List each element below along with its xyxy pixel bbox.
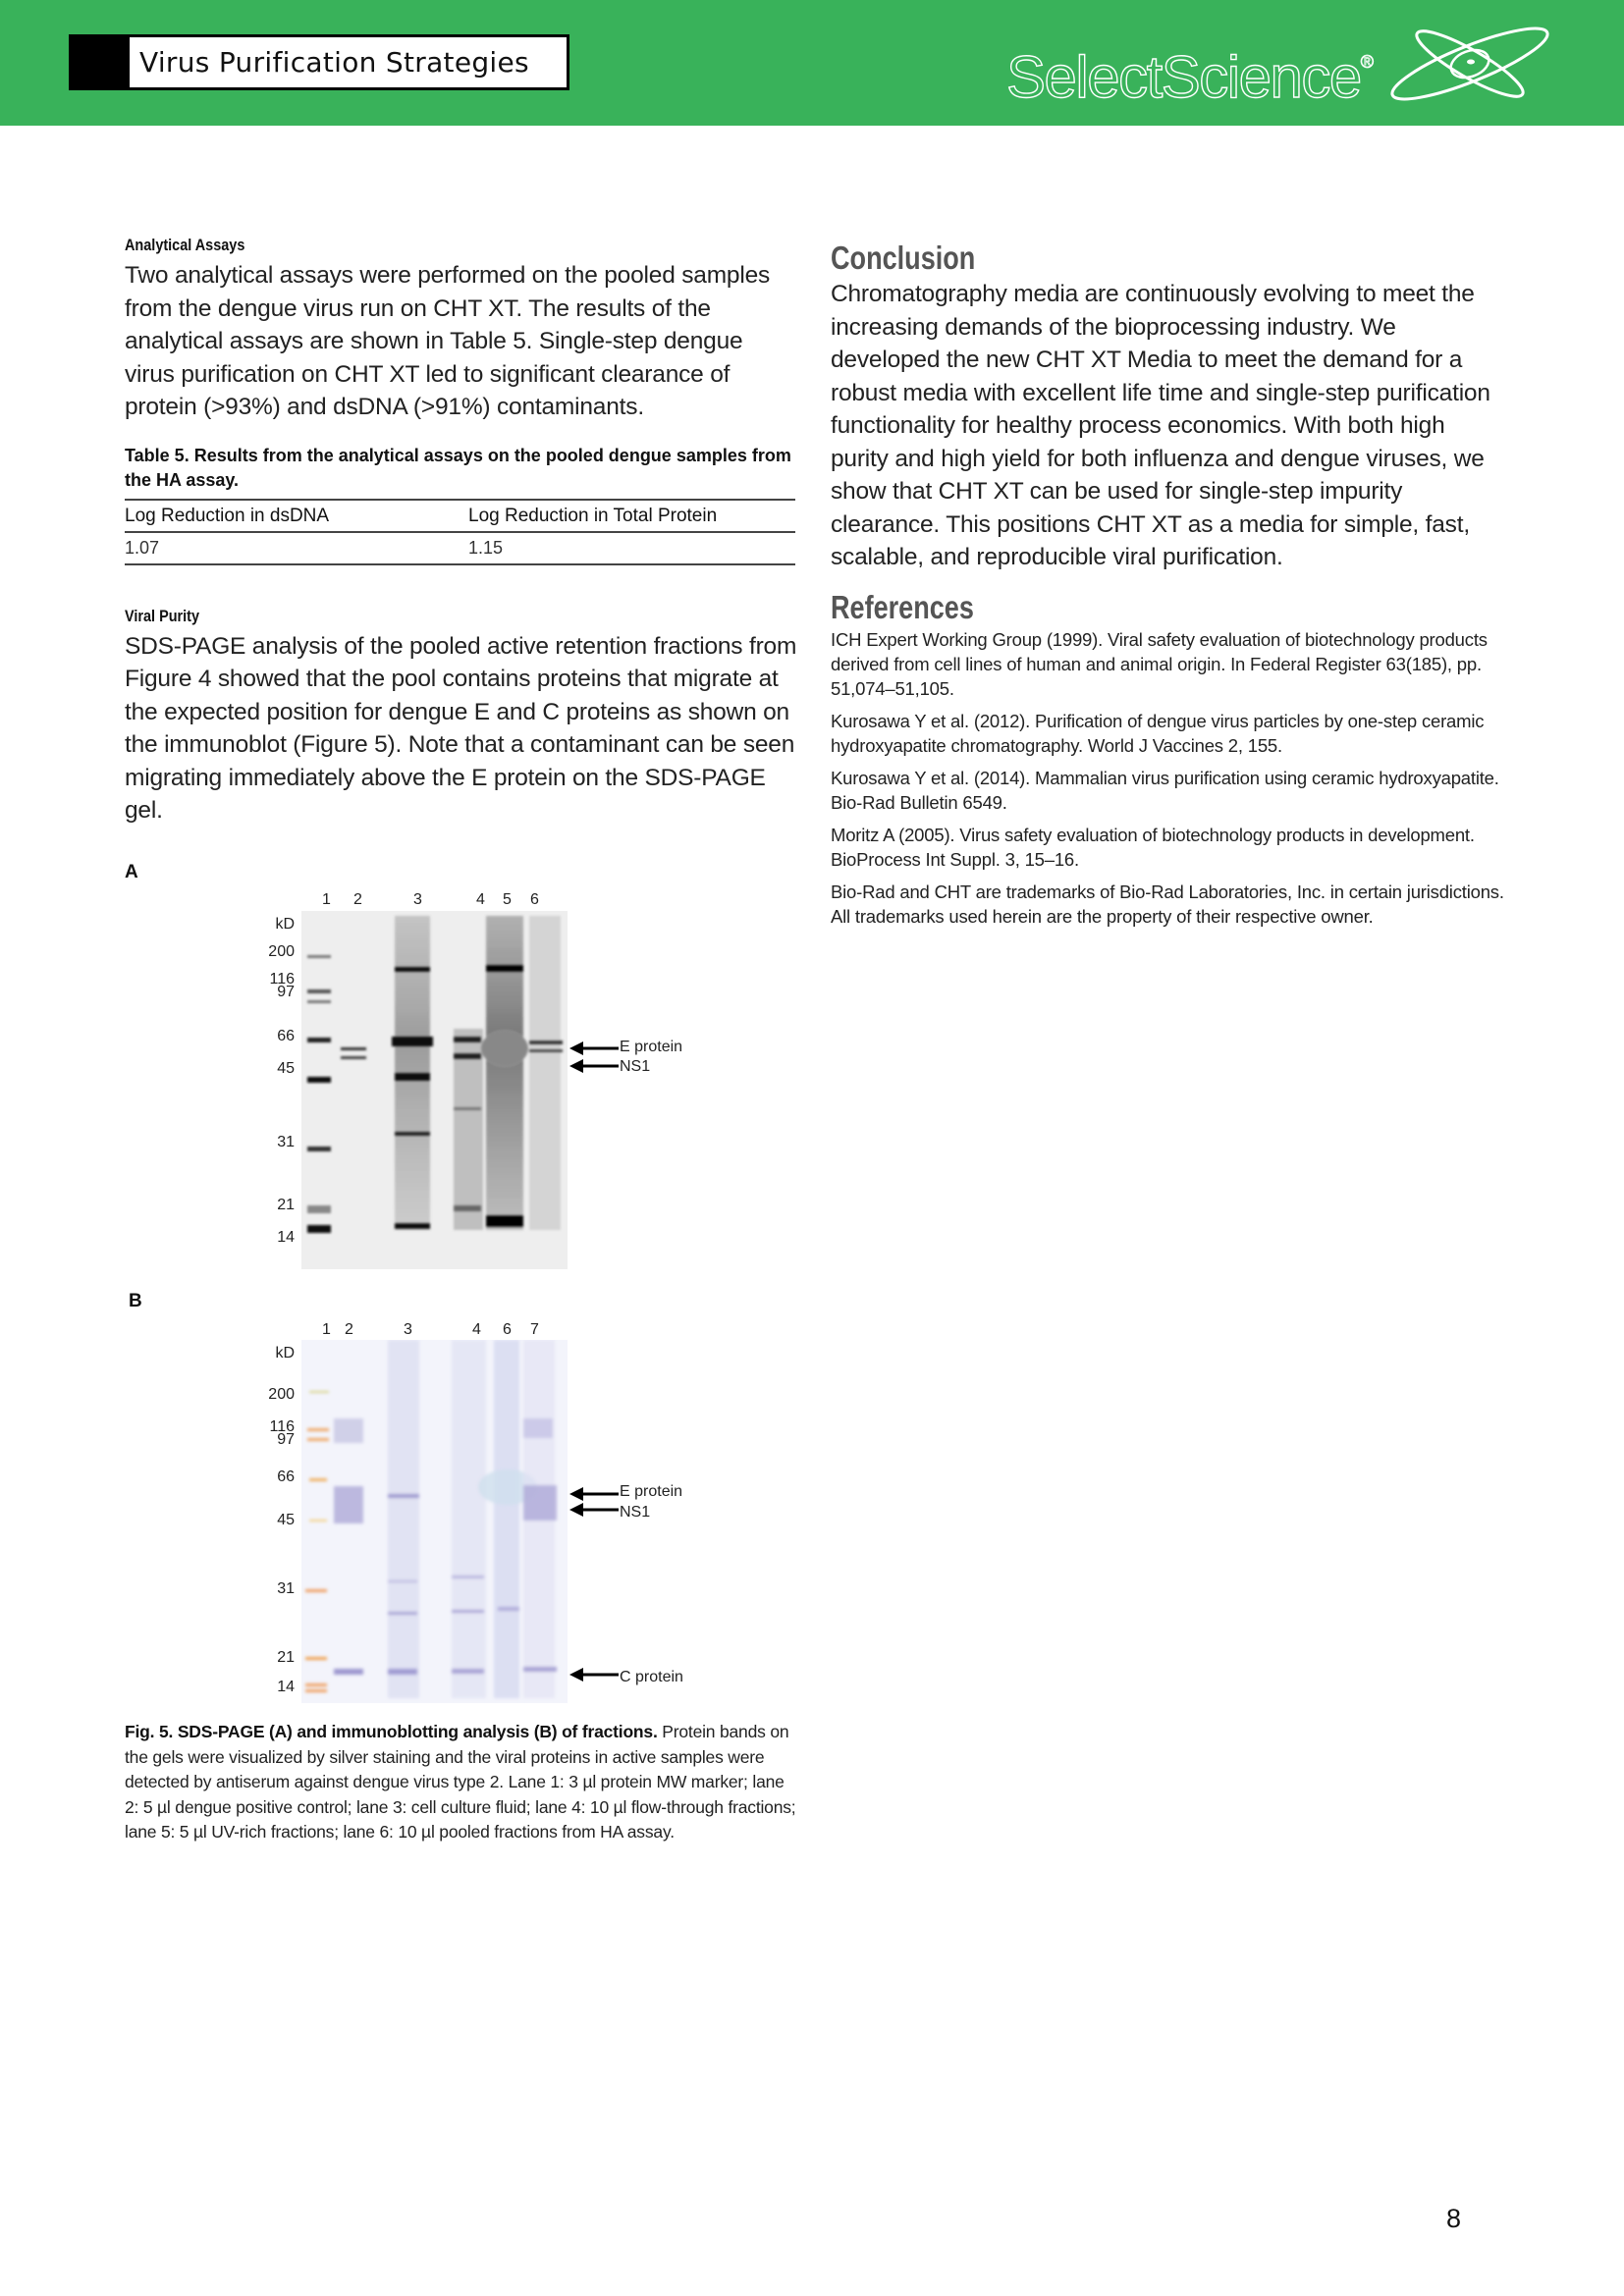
reference-item: ICH Expert Working Group (1999). Viral safety evaluation of biotechnology products derived from cell lines of human and animal origin. In Federal Register 63(185), pp. 51,074–51,105. — [831, 628, 1488, 699]
analytical-assays-body: Two analytical assays were performed on the pooled samples from the dengue virus run on CHT XT. The results of the analytical assays are shown in Table 5. Single-step dengue virus purification on CHT XT led to significant clearance of protein (>93%) and dsDNA (>91%) contaminants. — [125, 262, 771, 420]
conclusion-heading: Conclusion — [831, 240, 976, 276]
lane-label: 3 — [404, 1321, 412, 1338]
figure-caption-text: Protein bands on the gels were visualized by silver staining and the viral proteins in active samples were detected by antiserum against dengue virus type 2. Lane 1: 3 µl protein MW marker; lane 2: 5 µl dengue positive control; lane 3: cell culture fluid; lane 4: 10 µl flow-through fractions; lane 5: 5 µl UV-rich fractions; lane 6: 10 µl pooled fractions from HA assay. — [125, 1722, 796, 1842]
left-column — [125, 236, 797, 828]
kd-marker: 200 — [268, 943, 295, 960]
arrow-left-icon — [569, 1668, 619, 1682]
kd-marker: 31 — [277, 1134, 295, 1150]
kd-marker: 31 — [277, 1580, 295, 1597]
lane-label: 1 — [322, 1321, 331, 1338]
kd-marker: 21 — [277, 1197, 295, 1213]
lane-label: 6 — [530, 891, 539, 908]
reference-item: Moritz A (2005). Virus safety evaluation of biotechnology products in development. BioProcess Int Suppl. 3, 15–16. — [831, 824, 1475, 870]
kd-marker: 116 — [269, 1418, 295, 1435]
header-bar — [0, 0, 1624, 126]
lane-label: 1 — [322, 891, 331, 908]
annotation-e-protein: E protein — [620, 1483, 683, 1500]
kd-marker: 21 — [277, 1649, 295, 1666]
viral-purity-body: SDS-PAGE analysis of the pooled active retention fractions from Figure 4 showed that the pool contains proteins that migrate at the expected position for dengue E and C proteins as shown on the immunoblot (Figure 5). Note that a contaminant can be seen migrating immediately above the E protein on the SDS-PAGE gel. — [125, 632, 797, 824]
lane-label: 6 — [503, 1321, 512, 1338]
lane-label: 3 — [413, 891, 422, 908]
sds-page-gel-image — [301, 911, 568, 1269]
analytical-assays-heading: Analytical Assays — [125, 236, 245, 254]
table5 — [125, 499, 795, 565]
figure-caption — [125, 1720, 802, 1845]
registered-mark: ® — [1360, 52, 1374, 72]
lane-label: 4 — [472, 1321, 481, 1338]
annotation-ns1: NS1 — [620, 1058, 651, 1075]
lane-label: 5 — [503, 891, 512, 908]
brand-logo-text — [1006, 27, 1374, 110]
arrow-left-icon — [569, 1487, 619, 1501]
kd-marker: 14 — [277, 1679, 295, 1695]
kd-marker: 14 — [277, 1229, 295, 1246]
table-cell-total-protein: 1.15 — [468, 532, 795, 564]
panel-b-label: B — [129, 1291, 142, 1311]
page-number: 8 — [1446, 2204, 1462, 2233]
viral-purity-heading: Viral Purity — [125, 606, 200, 625]
table-row — [125, 532, 795, 564]
annotation-c-protein: C protein — [620, 1669, 683, 1685]
immunoblot-image — [301, 1340, 568, 1703]
kd-unit-label: kD — [275, 1345, 295, 1362]
lane-label: 2 — [353, 891, 362, 908]
conclusion-body: Chromatography media are continuously evolving to meet the increasing demands of the bioprocessing industry. We developed the new CHT XT Media to meet the demand for a robust media with excellent life time and single-step purification functionality for healthy process economics. With both high purity and high yield for both influenza and dengue viruses, we show that CHT XT can be used for single-step impurity clearance. This positions CHT XT as a media for simple, fast, scalable, and reproducible viral purification. — [831, 281, 1490, 570]
brand-name: SelectScience — [1006, 44, 1361, 110]
document-title-box — [69, 34, 569, 90]
atom-logo-icon — [1384, 25, 1556, 103]
figure-caption-title: Fig. 5. SDS-PAGE (A) and immunoblotting analysis (B) of fractions. — [125, 1722, 658, 1741]
reference-item: Kurosawa Y et al. (2014). Mammalian virus purification using ceramic hydroxyapatite. Bio-Rad Bulletin 6549. — [831, 767, 1499, 813]
table-cell-dsdna: 1.07 — [125, 532, 468, 564]
table5-caption: Table 5. Results from the analytical assays on the pooled dengue samples from the HA assay. — [125, 445, 791, 490]
arrow-left-icon — [569, 1041, 619, 1055]
table-header-dsdna: Log Reduction in dsDNA — [125, 500, 468, 532]
panel-a-label: A — [125, 862, 138, 882]
lane-label: 7 — [530, 1321, 539, 1338]
annotation-e-protein: E protein — [620, 1039, 683, 1055]
lane-label: 4 — [476, 891, 485, 908]
kd-marker: 97 — [277, 1431, 295, 1448]
annotation-ns1: NS1 — [620, 1504, 651, 1521]
kd-unit-label: kD — [275, 916, 295, 933]
reference-item: Kurosawa Y et al. (2012). Purification of dengue virus particles by one-step ceramic hydroxyapatite chromatography. World J Vaccines 2, 155. — [831, 710, 1485, 756]
kd-marker: 66 — [277, 1028, 295, 1044]
kd-marker: 116 — [269, 971, 295, 988]
kd-marker: 66 — [277, 1468, 295, 1485]
trademark-notice: Bio-Rad and CHT are trademarks of Bio-Rad Laboratories, Inc. in certain jurisdictions. All trademarks used herein are the property of their respective owner. — [831, 881, 1504, 927]
table-header-row — [125, 500, 795, 532]
arrow-left-icon — [569, 1059, 619, 1073]
references-list — [831, 627, 1508, 929]
references-heading: References — [831, 588, 974, 625]
arrow-left-icon — [569, 1503, 619, 1517]
table-header-total-protein: Log Reduction in Total Protein — [468, 500, 795, 532]
kd-marker: 45 — [277, 1512, 295, 1528]
document-title: Virus Purification Strategies — [130, 37, 567, 87]
lane-label: 2 — [345, 1321, 353, 1338]
kd-marker: 97 — [277, 984, 295, 1000]
kd-marker: 200 — [268, 1386, 295, 1403]
right-column — [831, 239, 1508, 936]
kd-marker: 45 — [277, 1060, 295, 1077]
